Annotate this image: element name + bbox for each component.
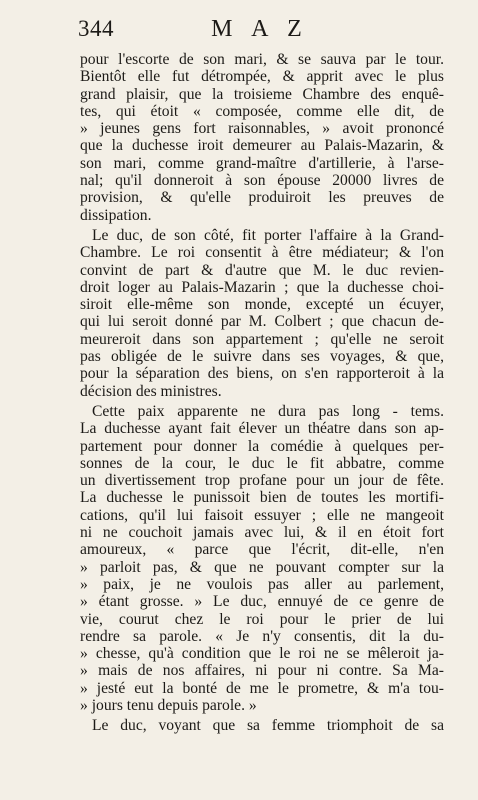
text-line: décision des ministres.	[80, 382, 222, 400]
text-line: cations, qu'il lui faisoit essuyer ; elle ne mangeoit	[80, 506, 444, 524]
text-line: sonnes de la cour, le duc le fit abbatre, comme	[80, 454, 444, 472]
text-line: » jesté eut la bonté de me le prometre, & m'a tou-	[80, 679, 444, 697]
text-line: » étant grosse. » Le duc, ennuyé de ce genre de	[80, 593, 444, 611]
text-line: convint de part & d'autre que M. le duc revien-	[80, 261, 444, 279]
text-line: droit loger au Palais-Mazarin ; que la duchesse choi-	[80, 278, 444, 296]
text-line: pour la séparation des biens, on s'en rapporteroit à la	[80, 365, 444, 383]
page-header	[78, 12, 442, 44]
text-line: siroit elle-même son monde, excepté un écuyer,	[80, 296, 444, 314]
text-line: grand plaisir, que la troisieme Chambre des enquê-	[80, 85, 444, 103]
text-line: son mari, comme grand-maître d'artillerie, à l'arse-	[80, 154, 444, 172]
text-line: que la duchesse iroit demeurer au Palais-Mazarin, &	[80, 137, 444, 155]
text-line: pour l'escorte de son mari, & se sauva par le tour.	[80, 51, 444, 68]
text-line: La duchesse ayant fait élever un théatre dans son ap-	[80, 420, 444, 438]
paragraph	[80, 403, 444, 714]
text-line: Le duc, de son côté, fit porter l'affaire à la Grand-	[92, 226, 444, 244]
text-line: » paix, je ne voulois pas aller au parlement,	[80, 575, 444, 593]
body-text	[80, 51, 444, 735]
text-line: » jours tenu depuis parole. »	[80, 696, 257, 714]
text-line: Chambre. Le roi consentit à être médiateur; & l'on	[80, 244, 444, 262]
text-line: qui lui seroit donné par M. Colbert ; que chacun de-	[80, 313, 444, 331]
text-line: » jeunes gens fort raisonnables, » avoit prononcé	[80, 120, 444, 138]
text-line: Le duc, voyant que sa femme triomphoit de sa	[92, 717, 444, 735]
text-line: » chesse, qu'à condition que le roi ne se mêleroit ja-	[80, 645, 444, 663]
text-line: ni ne couchoit jamais avec lui, & il en étoit fort	[80, 524, 444, 542]
text-line: » parloit pas, & que ne pouvant compter sur la	[80, 558, 444, 576]
text-line: rendre sa parole. « Je n'y consentis, dit la du-	[80, 627, 444, 645]
text-line: Bientôt elle fut détrompée, & apprit avec le plus	[80, 68, 444, 86]
text-line: vie, courut chez le roi pour le prier de lui	[80, 610, 444, 628]
paragraph	[80, 227, 444, 400]
text-line: » mais de nos affaires, ni pour ni contre. Sa Ma-	[80, 662, 444, 680]
running-head: M A Z	[211, 16, 309, 42]
text-line: dissipation.	[80, 206, 152, 224]
text-line: nal; qu'il donneroit à son épouse 20000 livres de	[80, 172, 444, 190]
text-line: La duchesse le punissoit bien de toutes les mortifi-	[80, 489, 444, 507]
text-line: tes, qui étoit « composée, comme elle dit, de	[80, 102, 444, 120]
text-line: provision, & qu'elle produiroit les preuves de	[80, 189, 444, 207]
text-line: meureroit dans son appartement ; qu'elle ne seroit	[80, 330, 444, 348]
text-line: pas obligée de le suivre dans ses voyages, & que,	[80, 348, 444, 366]
text-line: partement pour donner la comédie à quelques per-	[80, 437, 444, 455]
paragraph	[80, 51, 444, 224]
text-line: un divertissement trop profane pour un jour de fête.	[80, 472, 444, 490]
paragraph	[80, 717, 444, 734]
page-number: 344	[78, 16, 114, 41]
text-line: amoureux, « parce que l'écrit, dit-elle, n'en	[80, 541, 444, 559]
text-line: Cette paix apparente ne dura pas long - tems.	[92, 402, 444, 420]
